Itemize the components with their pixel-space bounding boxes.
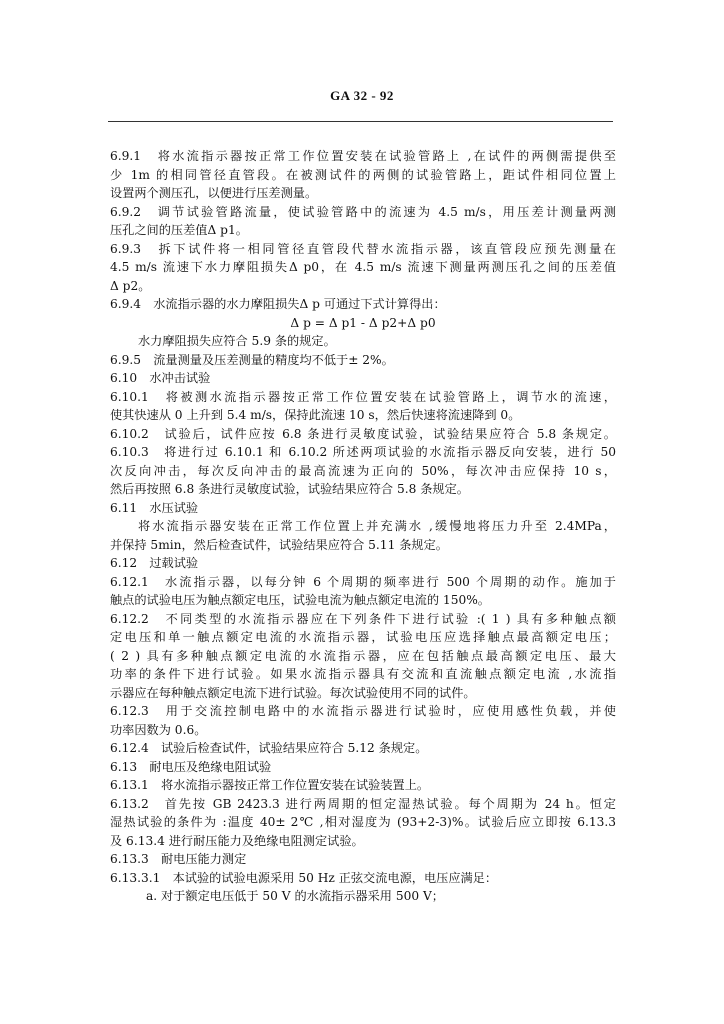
text-line: 4.5 m/s 流速下水力摩阻损失Δ p0，在 4.5 m/s 流速下测量两测压孔之间的压差值 <box>110 260 616 274</box>
text-line: 6.9.4 水流指示器的水力摩阻损失Δ p 可通过下式计算得出： <box>110 297 446 311</box>
header-rule <box>108 121 613 122</box>
section-heading: 6.13 耐电压及绝缘电阻试验 <box>110 759 272 774</box>
text-line: 触点的试验电压为触点额定电压，试验电流为触点额定电流的 150%。 <box>110 593 490 607</box>
text-line: 6.10.2 试验后，试件应按 6.8 条进行灵敏度试验，试验结果应符合 5.8 条规定。 <box>110 426 616 441</box>
text-line: 6.13.3.1 本试验的试验电源采用 50 Hz 正弦交流电源，电压应满足： <box>110 870 498 885</box>
text-line: 设置两个测压孔，以便进行压差测量。 <box>110 186 318 200</box>
text-line: ( 2 ) 具有多种触点额定电流的水流指示器，应在包括触点最高额定电压、最大 <box>110 648 616 663</box>
text-line: 少 1m 的相同管径直管段。在被测试件的两侧的试验管路上，距试件相同位置上 <box>110 167 616 182</box>
text-line: 6.9.3 拆下试件将一相同管径直管段代替水流指示器，该直管段应预先测量在 <box>110 241 616 256</box>
text-line: 6.13.1 将水流指示器按正常工作位置安装在试验装置上。 <box>110 778 430 792</box>
text-line: 湿热试验的条件为 :温度 40± 2℃ ,相对湿度为 (93+2-3)%。试验后应立即按 6.13.3 <box>110 815 616 829</box>
text-line: 6.12.3 用于交流控制电路中的水流指示器进行试验时，应使用感性负载，并使 <box>110 704 616 718</box>
document-body <box>110 147 616 906</box>
text-line: 6.12.2 不同类型的水流指示器应在下列条件下进行试验 :( 1 ) 具有多种触点额 <box>110 611 616 626</box>
section-heading: 6.12 过载试验 <box>110 556 199 570</box>
text-line: 6.12.1 水流指示器，以每分钟 6 个周期的频率进行 500 个周期的动作。施加于 <box>110 574 616 589</box>
text-line: 及 6.13.4 进行耐压能力及绝缘电阻测定试验。 <box>110 833 364 848</box>
text-line: 6.9.1 将水流指示器按正常工作位置安装在试验管路上 ,在试件的两侧需提供至 <box>110 149 616 163</box>
text-line: 示器应在每种触点额定电流下进行试验。每次试验使用不同的试件。 <box>110 685 476 700</box>
text-line: 功率的条件下进行试验。如果水流指示器具有交流和直流触点额定电流 ,水流指 <box>110 667 616 681</box>
text-line: 然后再按照 6.8 条进行灵敏度试验，试验结果应符合 5.8 条规定。 <box>110 482 469 496</box>
text-line: 6.10.3 将进行过 6.10.1 和 6.10.2 所述两项试验的水流指示器反向安装，进行 50 <box>110 445 616 459</box>
section-heading: 6.13.3 耐电压能力测定 <box>110 852 247 866</box>
text-line: 并保持 5min，然后检查试件，试验结果应符合 5.11 条规定。 <box>110 537 448 552</box>
text-line: 6.9.5 流量测量及压差测量的精度均不低于± 2%。 <box>110 352 394 367</box>
text-line: 6.10.1 将被测水流指示器按正常工作位置安装在试验管路上，调节水的流速， <box>110 389 616 404</box>
text-line: 功率因数为 0.6。 <box>110 722 207 737</box>
section-heading: 6.11 水压试验 <box>110 500 199 515</box>
text-line: 次反向冲击，每次反向冲击的最高流速为正向的 50%，每次冲击应保持 10 s， <box>110 463 616 478</box>
text-line: 压孔之间的压差值Δ p1。 <box>110 223 248 237</box>
text-line: 将水流指示器安装在正常工作位置上并充满水 ,缓慢地将压力升至 2.4MPa， <box>138 519 616 533</box>
text-line: 6.13.2 首先按 GB 2423.3 进行两周期的恒定湿热试验。每个周期为 24 h。恒定 <box>110 796 616 811</box>
text-line: 使其快速从 0 上升到 5.4 m/s，保持此流速 10 s，然后快速将流速降到 0。 <box>110 408 521 422</box>
text-line: 定电压和单一触点额定电流的水流指示器，试验电压应选择触点最高额定电压； <box>110 630 616 644</box>
text-line: 6.12.4 试验后检查试件，试验结果应符合 5.12 条规定。 <box>110 741 428 755</box>
section-heading: 6.10 水冲击试验 <box>110 371 211 385</box>
text-line: 水力摩阻损失应符合 5.9 条的规定。 <box>138 334 336 348</box>
list-item: a. 对于额定电压低于 50 V 的水流指示器采用 500 V； <box>146 889 444 903</box>
formula-line: Δ p = Δ p1 - Δ p2+Δ p0 <box>290 315 436 330</box>
document-code-header: GA 32 - 92 <box>330 88 394 103</box>
text-line: 6.9.2 调节试验管路流量，使试验管路中的流速为 4.5 m/s，用压差计测量两测 <box>110 204 616 219</box>
text-line: Δ p2。 <box>110 278 151 293</box>
